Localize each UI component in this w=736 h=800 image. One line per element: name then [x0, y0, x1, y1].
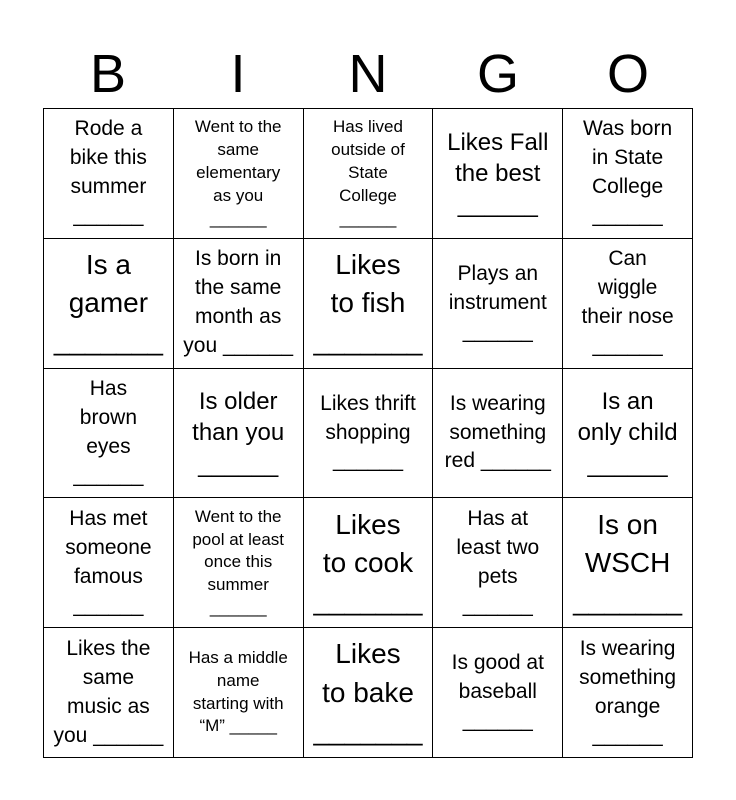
bingo-cell [563, 498, 693, 628]
bingo-cell [174, 498, 304, 628]
bingo-cell-text: Likes the same music as you ______ [53, 636, 164, 747]
bingo-cell [433, 498, 563, 628]
bingo-cell [44, 109, 174, 239]
bingo-cell-text: Is a gamer _______ [53, 249, 163, 357]
bingo-cell [44, 498, 174, 628]
bingo-cell [304, 498, 434, 628]
header-letter-g: G [476, 44, 519, 104]
bingo-cell-text: Likes to cook _______ [313, 508, 423, 616]
bingo-cell-text: Plays an instrument ______ [448, 261, 547, 343]
bingo-cell-text: Likes to fish _______ [313, 249, 423, 357]
bingo-cell [174, 369, 304, 499]
bingo-cell-text: Has at least two pets ______ [456, 506, 540, 617]
bingo-cell [44, 369, 174, 499]
bingo-cell-text: Went to the pool at least once this summer ______ [192, 506, 285, 617]
bingo-cell [174, 109, 304, 239]
bingo-cell-text: Is wearing something orange ______ [579, 636, 677, 747]
bingo-cell [433, 239, 563, 369]
bingo-cell [304, 369, 434, 499]
bingo-cell [433, 628, 563, 758]
bingo-cell [563, 369, 693, 499]
bingo-cell-text: Is good at baseball ______ [451, 651, 544, 733]
bingo-cell [304, 628, 434, 758]
bingo-cell-text: Likes thrift shopping ______ [320, 391, 416, 473]
bingo-cell [44, 628, 174, 758]
bingo-cell-text: Is wearing something red ______ [444, 391, 551, 473]
bingo-cell-text: Was born in State College ______ [583, 117, 673, 228]
bingo-cell [433, 369, 563, 499]
bingo-cell-text: Is on WSCH _______ [573, 508, 683, 616]
bingo-cell [174, 239, 304, 369]
bingo-cell-text: Likes to bake _______ [313, 638, 423, 746]
header-letter-o: O [606, 44, 649, 104]
bingo-cell [174, 628, 304, 758]
bingo-cell [304, 239, 434, 369]
bingo-cell-text: Has lived outside of State College ______ [331, 117, 405, 228]
bingo-cell-text: Went to the same elementary as you ______ [194, 117, 282, 228]
header-letter-b: B [89, 44, 127, 104]
bingo-cell-text: Is older than you ______ [192, 388, 285, 478]
bingo-cell [563, 628, 693, 758]
bingo-cell-text: Has met someone famous ______ [65, 506, 152, 617]
header-letter-i: I [230, 44, 246, 104]
bingo-cell [563, 109, 693, 239]
bingo-cell-text: Has a middle name starting with “M” _____ [188, 648, 288, 736]
header-letter-n: N [348, 44, 388, 104]
bingo-cell-text: Has brown eyes ______ [73, 377, 144, 487]
bingo-cell [304, 109, 434, 239]
bingo-cell-text: Likes Fall the best ______ [447, 128, 549, 218]
bingo-header [43, 40, 693, 108]
bingo-cell [44, 239, 174, 369]
bingo-grid [43, 108, 693, 758]
bingo-cell-text: Is born in the same month as you ______ [183, 247, 294, 358]
bingo-cell-text: Rode a bike this summer ______ [69, 117, 147, 228]
bingo-cell-text: Can wiggle their nose ______ [581, 247, 674, 358]
bingo-cell-text: Is an only child ______ [577, 388, 678, 478]
bingo-cell [563, 239, 693, 369]
bingo-cell [433, 109, 563, 239]
